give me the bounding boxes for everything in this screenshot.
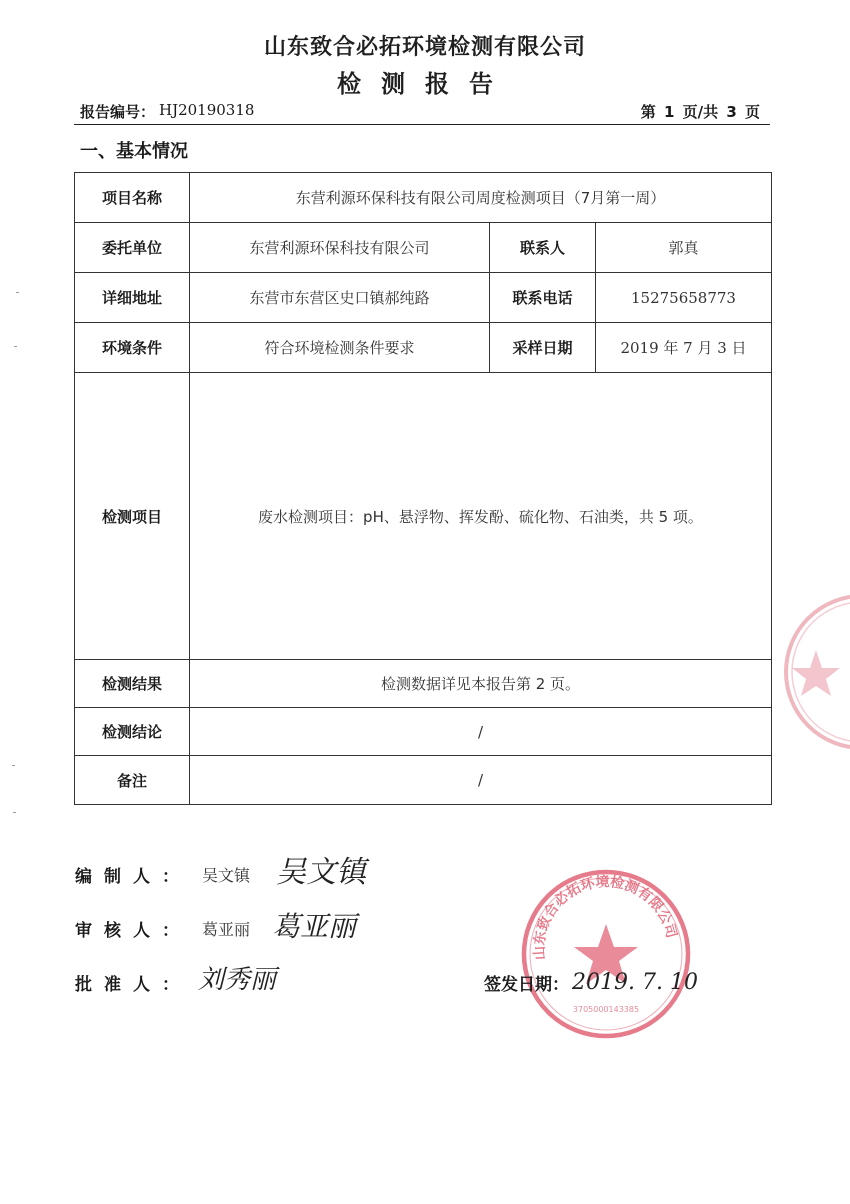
- sampling-date-label: 采样日期: [490, 323, 596, 373]
- remark-label: 备注: [75, 756, 190, 805]
- phone-label: 联系电话: [490, 273, 596, 323]
- basic-info-table: [74, 172, 772, 805]
- table-row: [75, 323, 772, 373]
- preparer-label: 编制人：: [75, 867, 191, 887]
- seal-text: 山东致合必拓环境检测有限公司: [531, 874, 680, 961]
- table-row: [75, 373, 772, 660]
- table-row: [75, 756, 772, 805]
- scan-mark: [13, 812, 16, 813]
- contact-value: 郭真: [596, 223, 772, 273]
- approver-signature: [196, 952, 286, 1004]
- partial-stamp-right-edge: [780, 590, 850, 760]
- sampling-date-value: 2019 年 7 月 3 日: [596, 323, 772, 373]
- test-conclusion-label: 检测结论: [75, 708, 190, 756]
- test-result-value: 检测数据详见本报告第 2 页。: [190, 660, 772, 708]
- reviewer-name: 葛亚丽: [202, 920, 251, 939]
- reviewer-label: 审核人：: [75, 921, 191, 941]
- test-result-label: 检测结果: [75, 660, 190, 708]
- svg-text:2019. 7. 10: 2019. 7. 10: [572, 970, 698, 995]
- report-title: 检测报告: [337, 70, 513, 98]
- phone-value: 15275658773: [596, 273, 772, 323]
- company-name: 山东致合必拓环境检测有限公司: [263, 35, 586, 60]
- table-row: [75, 708, 772, 756]
- approver-label: 批准人：: [75, 975, 191, 995]
- address-value: 东营市东营区史口镇郝纯路: [190, 273, 490, 323]
- preparer-name: 吴文镇: [202, 866, 251, 885]
- test-items-value: 废水检测项目：pH、悬浮物、挥发酚、硫化物、石油类，共 5 项。: [190, 373, 772, 660]
- issue-date-label: 签发日期：: [484, 975, 569, 995]
- svg-text:吴文镇: 吴文镇: [276, 855, 366, 890]
- remark-value: /: [190, 756, 772, 805]
- table-row: [75, 173, 772, 223]
- svg-text:葛亚丽: 葛亚丽: [272, 910, 357, 943]
- contact-label: 联系人: [490, 223, 596, 273]
- address-label: 详细地址: [75, 273, 190, 323]
- client-value: 东营利源环保科技有限公司: [190, 223, 490, 273]
- section-title: 一、基本情况: [80, 141, 188, 162]
- page-info: 第 1 页/共 3 页: [640, 103, 760, 121]
- seal-number: 3705000143385: [572, 1005, 640, 1014]
- project-name-label: 项目名称: [75, 173, 190, 223]
- project-name-value: 东营利源环保科技有限公司周度检测项目（7月第一周）: [190, 173, 772, 223]
- test-conclusion-value: /: [190, 708, 772, 756]
- official-seal: [518, 866, 694, 1042]
- report-number-label: 报告编号：: [80, 103, 156, 121]
- scan-mark: [16, 292, 19, 293]
- preparer-signature: [272, 842, 372, 894]
- reviewer-signature: [268, 896, 368, 948]
- environment-label: 环境条件: [75, 323, 190, 373]
- scan-mark: [12, 765, 15, 766]
- svg-text:刘秀丽: 刘秀丽: [198, 965, 277, 995]
- issue-date-handwritten: [566, 955, 698, 1005]
- table-row: [75, 223, 772, 273]
- header-divider: [74, 124, 770, 125]
- client-label: 委托单位: [75, 223, 190, 273]
- scan-mark: [14, 346, 17, 347]
- test-items-label: 检测项目: [75, 373, 190, 660]
- report-number: HJ20190318: [159, 101, 255, 119]
- table-row: [75, 660, 772, 708]
- environment-value: 符合环境检测条件要求: [190, 323, 490, 373]
- table-row: [75, 273, 772, 323]
